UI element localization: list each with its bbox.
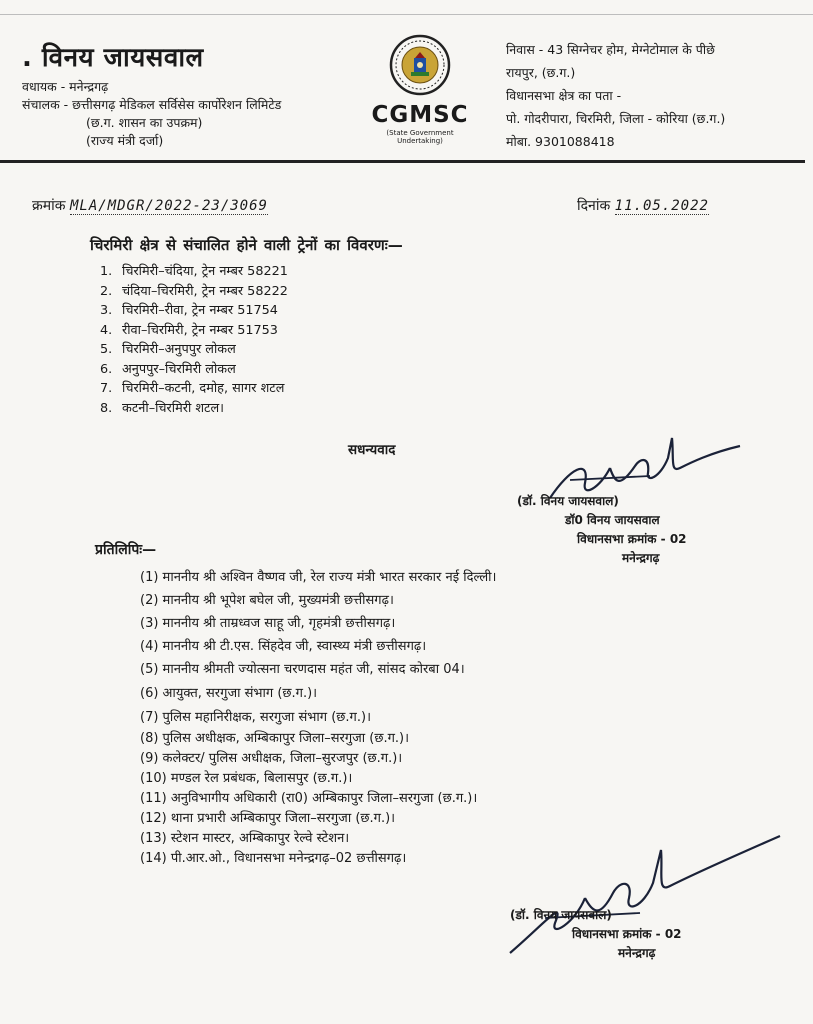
copy-to-list: [140, 566, 496, 869]
signatory-place: मनेन्द्रगढ़: [618, 946, 656, 960]
list-item: 3. चिरमिरी–रीवा, ट्रेन नम्बर 51754: [100, 303, 278, 318]
residence-address: निवास - 43 सिग्नेचर होम, मेग्नेटोमाल के पीछे: [506, 42, 715, 57]
reference-label: क्रमांक: [32, 198, 66, 214]
signatory-constituency: विधानसभा क्रमांक - 02: [572, 927, 682, 941]
list-item: 7. चिरमिरी–कटनी, दमोह, सागर शटल: [100, 381, 285, 396]
sender-title-director: संचालक - छत्तीसगढ़ मेडिकल सर्विसेस कार्पोरेशन लिमिटेड: [22, 97, 282, 112]
page-top-edge: [0, 14, 813, 15]
letterhead-address: [506, 38, 806, 153]
copy-to-heading: प्रतिलिपिः—: [95, 542, 157, 558]
list-item: (13) स्टेशन मास्टर, अम्बिकापुर रेल्वे स्टेशन।: [140, 831, 350, 846]
mobile-number: मोबा. 9301088418: [506, 134, 615, 149]
sender-undertaking: (छ.ग. शासन का उपक्रम): [86, 115, 203, 130]
cgmsc-emblem-icon: [389, 34, 451, 96]
signature-block-secondary: [510, 906, 682, 963]
list-item: (2) माननीय श्री भूपेश बघेल जी, मुख्यमंत्री छत्तीसगढ़।: [140, 593, 394, 608]
constituency-address-label: विधानसभा क्षेत्र का पता -: [506, 88, 622, 103]
train-list: [100, 262, 288, 418]
sender-rank: (राज्य मंत्री दर्जा): [86, 133, 164, 148]
sender-title-mla: वधायक - मनेन्द्रगढ़: [22, 79, 109, 94]
reference-number: [32, 196, 268, 215]
signatory-place: मनेन्द्रगढ़: [622, 551, 660, 565]
list-item: 4. रीवा–चिरमिरी, ट्रेन नम्बर 51753: [100, 322, 278, 338]
list-item: (7) पुलिस महानिरीक्षक, सरगुजा संभाग (छ.ग.)।: [140, 710, 371, 725]
list-item: (4) माननीय श्री टी.एस. सिंहदेव जी, स्वास्थ्य मंत्री छत्तीसगढ़।: [140, 639, 427, 654]
signature-block-primary: [517, 492, 687, 568]
sender-name: . विनय जायसवाल: [22, 43, 204, 73]
list-item: (11) अनुविभागीय अधिकारी (रा0) अम्बिकापुर जिला–सरगुजा (छ.ग.)।: [140, 791, 478, 806]
date-label: दिनांक: [577, 198, 611, 214]
list-item: (12) थाना प्रभारी अम्बिकापुर जिला–सरगुजा (छ.ग.)।: [140, 811, 396, 826]
date-value: 11.05.2022: [614, 198, 709, 214]
list-item: (8) पुलिस अधीक्षक, अम्बिकापुर जिला–सरगुजा (छ.ग.)।: [140, 731, 410, 746]
signatory-name-stamp: डॉ0 विनय जायसवाल: [565, 513, 660, 527]
list-item: 1. चिरमिरी–चंदिया, ट्रेन नम्बर 58221: [100, 264, 288, 279]
letterhead-sender: [22, 38, 367, 150]
letterhead-divider: [0, 160, 805, 163]
list-item: (9) कलेक्टर/ पुलिस अधीक्षक, जिला–सुरजपुर (छ.ग.)।: [140, 751, 403, 766]
signatory-name-handwritten: (डॉ. विनय जायसवाल): [510, 908, 612, 922]
list-item: 2. चंदिया–चिरमिरी, ट्रेन नम्बर 58222: [100, 283, 288, 299]
list-item: (10) मण्डल रेल प्रबंधक, बिलासपुर (छ.ग.)।: [140, 771, 353, 786]
list-item: (6) आयुक्त, सरगुजा संभाग (छ.ग.)।: [140, 686, 318, 701]
brand-name: CGMSC: [371, 102, 469, 128]
list-item: (5) माननीय श्रीमती ज्योत्सना चरणदास महंत जी, सांसद कोरबा 04।: [140, 662, 465, 677]
list-item: (1) माननीय श्री अश्विन वैष्णव जी, रेल राज्य मंत्री भारत सरकार नई दिल्ली।: [140, 570, 497, 585]
list-item: 5. चिरमिरी–अनुपपुर लोकल: [100, 342, 236, 357]
list-item: (14) पी.आर.ओ., विधानसभा मनेन्द्रगढ़–02 छत्तीसगढ़।: [140, 851, 407, 866]
letter-date: [577, 196, 709, 215]
list-item: 6. अनुपपुर–चिरमिरी लोकल: [100, 361, 236, 377]
signatory-constituency: विधानसभा क्रमांक - 02: [577, 532, 687, 546]
signatory-name-handwritten: (डॉ. विनय जायसवाल): [517, 494, 619, 508]
residence-city: रायपुर, (छ.ग.): [506, 65, 576, 80]
reference-value: MLA/MDGR/2022-23/3069: [69, 198, 268, 214]
constituency-address: पो. गोदरीपारा, चिरमिरी, जिला - कोरिया (छ.ग.): [506, 111, 726, 126]
brand-subtitle: (State Government Undertaking): [386, 129, 454, 145]
list-item: 8. कटनी–चिरमिरी शटल।: [100, 400, 225, 416]
list-item: (3) माननीय श्री ताम्रध्वज साहू जी, गृहमंत्री छत्तीसगढ़।: [140, 616, 396, 631]
subject-heading: चिरमिरी क्षेत्र से संचालित होने वाली ट्रेनों का विवरणः—: [90, 236, 403, 254]
thanks-note: सधन्यवाद: [348, 442, 396, 458]
letterhead-logo: [365, 34, 475, 145]
